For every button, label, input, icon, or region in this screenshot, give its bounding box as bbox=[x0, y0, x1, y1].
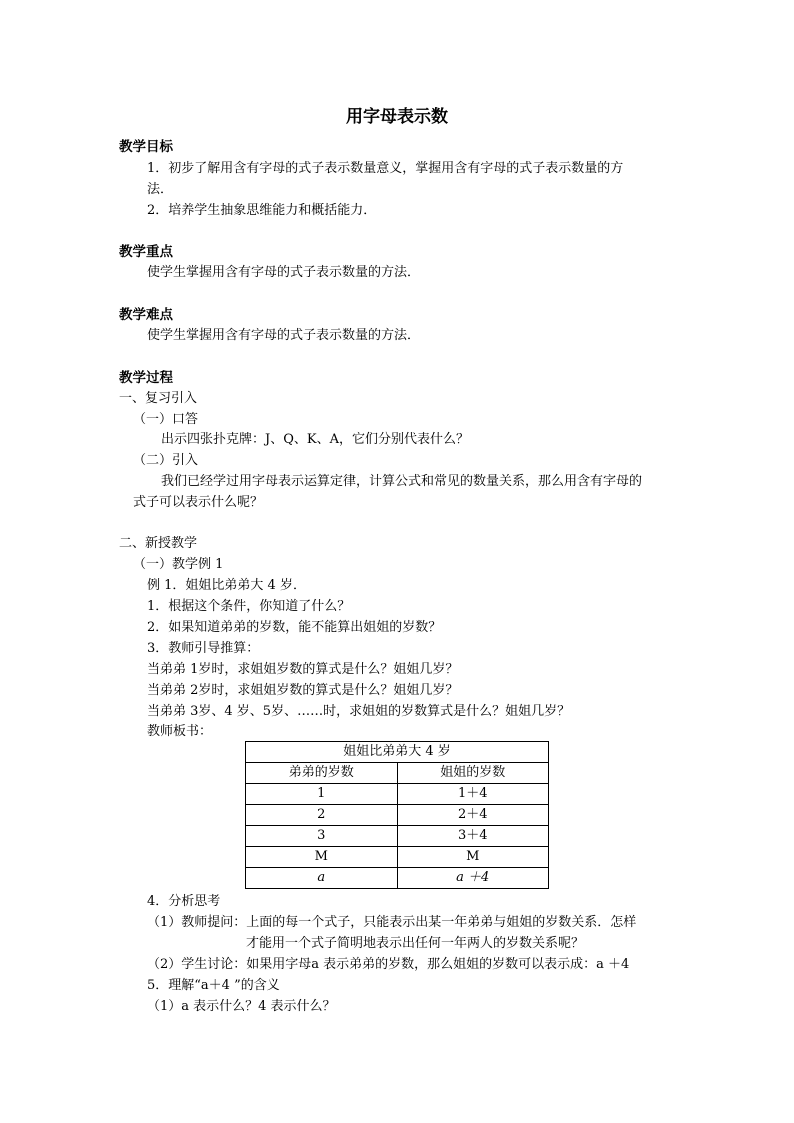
table-cell: a bbox=[246, 868, 398, 889]
page-title: 用字母表示数 bbox=[346, 107, 448, 127]
table-header-cell: 弟弟的岁数 bbox=[246, 763, 398, 784]
question-4-1-line2: 才能用一个式子简明地表示出任何一年两人的岁数关系呢？ bbox=[246, 936, 585, 951]
case-2: 当弟弟 2岁时，求姐姐岁数的算式是什么？姐姐几岁？ bbox=[147, 683, 459, 698]
part2-sub1-title: （一）教学例 1 bbox=[133, 557, 224, 572]
example-1: 例 1．姐姐比弟弟大 4 岁． bbox=[147, 578, 306, 593]
age-table bbox=[245, 741, 549, 889]
goals-item2: 2．培养学生抽象思维能力和概括能力． bbox=[147, 203, 377, 218]
process-heading: 教学过程 bbox=[119, 370, 173, 386]
part1-sub2-line1: 我们已经学过用字母表示运算定律，计算公式和常见的数量关系，那么用含有字母的 bbox=[161, 474, 643, 489]
table-row bbox=[246, 784, 549, 805]
part1-sub1-title: （一）口答 bbox=[133, 412, 199, 427]
table-cell: 2 bbox=[246, 805, 398, 826]
table-row bbox=[246, 826, 549, 847]
key-point-heading: 教学重点 bbox=[119, 244, 173, 260]
table-cell: M bbox=[246, 847, 398, 868]
table-cell: 1 bbox=[246, 784, 398, 805]
table-cell: 1＋4 bbox=[397, 784, 549, 805]
part1-title: 一、复习引入 bbox=[119, 391, 198, 406]
question-4-2: （2）学生讨论：如果用字母a 表示弟弟的岁数，那么姐姐的岁数可以表示成：a ＋4 bbox=[147, 957, 630, 972]
part1-sub2-line2: 式子可以表示什么呢？ bbox=[133, 495, 264, 510]
question-3: 3．教师引导推算： bbox=[147, 641, 260, 656]
question-4-1-line1: （1）教师提问：上面的每一个式子，只能表示出某一年弟弟与姐姐的岁数关系．怎样 bbox=[147, 915, 637, 930]
table-row bbox=[246, 868, 549, 889]
case-1: 当弟弟 1岁时，求姐姐岁数的算式是什么？姐姐几岁？ bbox=[147, 662, 459, 677]
goals-heading: 教学目标 bbox=[119, 139, 173, 155]
question-2: 2．如果知道弟弟的岁数，能不能算出姐姐的岁数？ bbox=[147, 620, 442, 635]
question-5-1: （1）a 表示什么？4 表示什么？ bbox=[147, 999, 336, 1014]
question-1: 1．根据这个条件，你知道了什么？ bbox=[147, 599, 351, 614]
table-row bbox=[246, 847, 549, 868]
table-caption: 姐姐比弟弟大 4 岁 bbox=[246, 742, 549, 763]
table-row bbox=[246, 805, 549, 826]
part2-title: 二、新授教学 bbox=[119, 536, 198, 551]
goals-item1-line2: 法． bbox=[147, 182, 174, 197]
question-5: 5．理解“a＋4 ”的含义 bbox=[147, 978, 280, 993]
case-3: 当弟弟 3岁、4 岁、5岁、……时，求姐姐的岁数算式是什么？姐姐几岁？ bbox=[147, 704, 571, 719]
table-header-row bbox=[246, 763, 549, 784]
table-cell: 3 bbox=[246, 826, 398, 847]
table-header-cell: 姐姐的岁数 bbox=[397, 763, 549, 784]
board-label: 教师板书： bbox=[147, 724, 213, 739]
table-cell: 3＋4 bbox=[397, 826, 549, 847]
table-cell: 2＋4 bbox=[397, 805, 549, 826]
part1-sub1-text: 出示四张扑克牌：J、Q、K、A，它们分别代表什么？ bbox=[161, 432, 469, 447]
question-4: 4．分析思考 bbox=[147, 894, 221, 909]
key-point-text: 使学生掌握用含有字母的式子表示数量的方法． bbox=[147, 265, 421, 280]
table-cell: a ＋4 bbox=[397, 868, 549, 889]
difficulty-text: 使学生掌握用含有字母的式子表示数量的方法． bbox=[147, 328, 421, 343]
table-caption-row bbox=[246, 742, 549, 763]
goals-item1-line1: 1．初步了解用含有字母的式子表示数量意义，掌握用含有字母的式子表示数量的方 bbox=[147, 161, 624, 176]
table-cell: M bbox=[397, 847, 549, 868]
difficulty-heading: 教学难点 bbox=[119, 307, 173, 323]
part1-sub2-title: （二）引入 bbox=[133, 453, 199, 468]
